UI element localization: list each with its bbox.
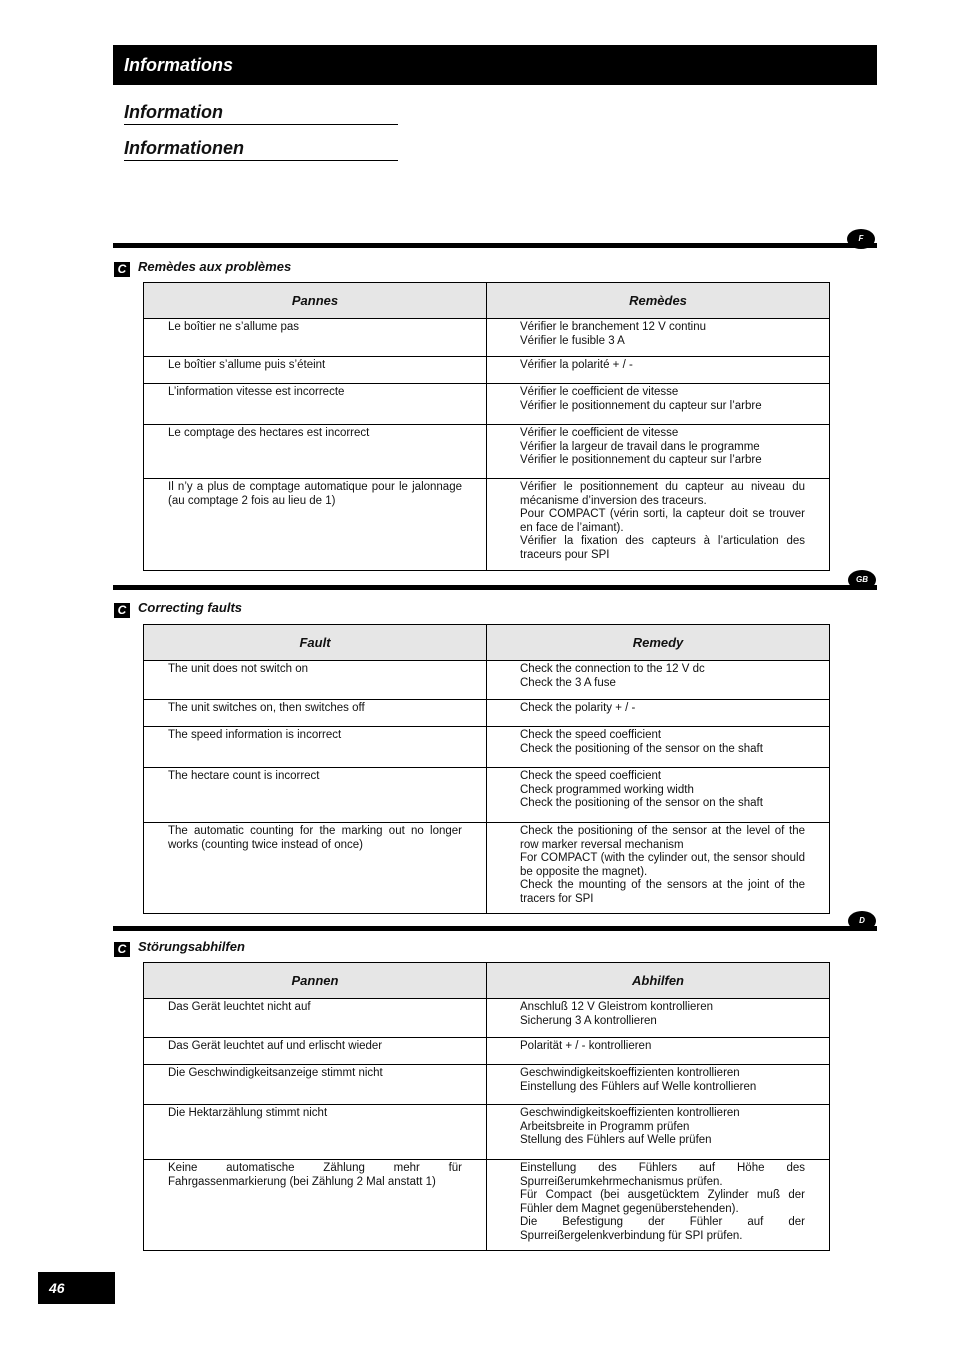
fault-cell: Das Gerät leuchtet auf und erlischt wieder [144,1038,487,1065]
remedy-cell [487,727,830,768]
table-row [144,319,830,357]
remedy-line: Vérifier le fusible 3 A [520,334,625,347]
table-row [144,999,830,1038]
section-rule-d [113,926,877,931]
remedy-line: Check programmed working width [520,783,694,796]
table-row [144,384,830,425]
column-header-remedy: Remedy [487,625,830,661]
remedy-line: Vérifier la largeur de travail dans le programme [520,440,760,453]
remedy-line: Vérifier le positionnement du capteur sur l’arbre [520,399,762,412]
table-row [144,823,830,914]
remedy-cell [487,700,830,727]
fault-cell: Keine automatische Zählung mehr für Fahrgassenmarkierung (bei Zählung 2 Mal anstatt 1) [144,1160,487,1251]
remedy-line: Stellung des Fühlers auf Welle prüfen [520,1134,712,1147]
remedy-cell [487,1160,830,1251]
remedy-line: Arbeitsbreite in Programm prüfen [520,1120,690,1133]
column-header-fault: Pannes [144,283,487,319]
remedy-cell [487,661,830,700]
remedy-line: Anschluß 12 V Gleistrom kontrollieren [520,1001,714,1013]
remedy-cell [487,1065,830,1105]
table-row [144,768,830,823]
remedy-cell [487,479,830,571]
fault-cell: Il n’y a plus de comptage automatique pour le jalonnage (au comptage 2 fois au lieu de 1) [144,479,487,571]
remedy-cell [487,768,830,823]
fault-cell: Le boîtier ne s’allume pas [144,319,487,357]
column-header-fault: Pannen [144,963,487,999]
fault-cell: Das Gerät leuchtet nicht auf [144,999,487,1038]
fault-cell: L’information vitesse est incorrecte [144,384,487,425]
remedy-line: Einstellung des Fühlers auf Welle kontrollieren [520,1080,757,1093]
fault-table-f [143,282,830,571]
column-header-remedy: Remèdes [487,283,830,319]
remedy-cell [487,823,830,914]
fault-cell: The unit switches on, then switches off [144,700,487,727]
section-c-badge: C [114,603,130,618]
column-header-remedy: Abhilfen [487,963,830,999]
subtitle-german: Informationen [124,137,398,161]
remedy-cell [487,425,830,479]
remedy-line: Vérifier le positionnement du capteur sur l’arbre [520,454,762,467]
remedy-line: Check the positioning of the sensor on the shaft [520,797,763,810]
remedy-cell [487,384,830,425]
remedy-line: For COMPACT (with the cylinder out, the sensor should be opposite the magnet). [520,852,805,878]
fault-cell: Le boîtier s’allume puis s’éteint [144,357,487,384]
section-c-badge: C [114,262,130,277]
remedy-line: Vérifier le positionnement du capteur au niveau du mécanisme d’inversion des traceurs. [520,481,805,507]
fault-cell: Le comptage des hectares est incorrect [144,425,487,479]
remedy-cell [487,1105,830,1160]
remedy-line: Vérifier le coefficient de vitesse [520,427,679,439]
page-number: 46 [38,1272,115,1304]
table-row [144,479,830,571]
table-row [144,727,830,768]
section-heading-gb: Correcting faults [138,600,243,615]
remedy-line: Vérifier le coefficient de vitesse [520,386,679,398]
remedy-line: Check the positioning of the sensor on the shaft [520,742,763,755]
page-header-bar [113,45,877,85]
fault-cell: Die Geschwindigkeitsanzeige stimmt nicht [144,1065,487,1105]
remedy-line: Check the connection to the 12 V dc [520,663,705,675]
page-title: Informations [124,55,234,75]
remedy-line: Check the positioning of the sensor at the level of the row marker reversal mechanism [520,825,805,851]
remedy-line: Geschwindigkeitskoeffizienten kontrollieren [520,1107,740,1119]
remedy-line: Sicherung 3 A kontrollieren [520,1014,657,1027]
fault-cell: The speed information is incorrect [144,727,487,768]
remedy-cell [487,357,830,384]
table-row [144,661,830,700]
table-row [144,700,830,727]
table-row [144,1105,830,1160]
subtitle-english: Information [124,101,398,125]
table-row [144,1038,830,1065]
fault-cell: Die Hektarzählung stimmt nicht [144,1105,487,1160]
table-row [144,1160,830,1251]
remedy-line: Check the polarity + / - [520,702,636,714]
remedy-line: Pour COMPACT (vérin sorti, la capteur doit se trouver en face de l’aimant). [520,508,805,534]
section-c-badge: C [114,942,130,957]
remedy-line: Vérifier la polarité + / - [520,359,633,371]
remedy-cell [487,999,830,1038]
lang-badge-d: D [848,911,876,931]
section-rule-f [113,243,877,248]
remedy-line: Check the mounting of the sensors at the joint of the tracers for SPI [520,879,805,905]
column-header-fault: Fault [144,625,487,661]
remedy-line: Einstellung des Fühlers auf Höhe des Spurreißerumkehrmechanismus prüfen. [520,1162,805,1188]
table-row [144,425,830,479]
remedy-line: Geschwindigkeitskoeffizienten kontrollieren [520,1067,740,1079]
lang-badge-f: F [847,229,875,249]
table-row [144,357,830,384]
lang-badge-gb: GB [848,570,876,590]
remedy-line: Polarität + / - kontrollieren [520,1040,652,1052]
remedy-cell [487,1038,830,1065]
remedy-line: Vérifier le branchement 12 V continu [520,321,707,333]
section-heading-d: Störungsabhilfen [138,939,245,954]
section-heading-f: Remèdes aux problèmes [138,259,292,274]
section-rule-gb [113,585,877,590]
remedy-line: Vérifier la fixation des capteurs à l’articulation des traceurs pour SPI [520,535,805,561]
fault-cell: The hectare count is incorrect [144,768,487,823]
remedy-line: Die Befestigung der Fühler auf der Spurreißergelenkverbindung für SPI prüfen. [520,1216,805,1242]
remedy-line: Check the speed coefficient [520,729,662,741]
remedy-line: Check the speed coefficient [520,770,662,782]
remedy-line: Check the 3 A fuse [520,676,616,689]
fault-table-gb [143,624,830,914]
fault-table-d [143,962,830,1251]
fault-cell: The automatic counting for the marking out no longer works (counting twice instead of once) [144,823,487,914]
remedy-line: Für Compact (bei ausgetücktem Zylinder muß der Fühler dem Magnet gegenüberstehenden). [520,1189,805,1215]
fault-cell: The unit does not switch on [144,661,487,700]
table-row [144,1065,830,1105]
remedy-cell [487,319,830,357]
